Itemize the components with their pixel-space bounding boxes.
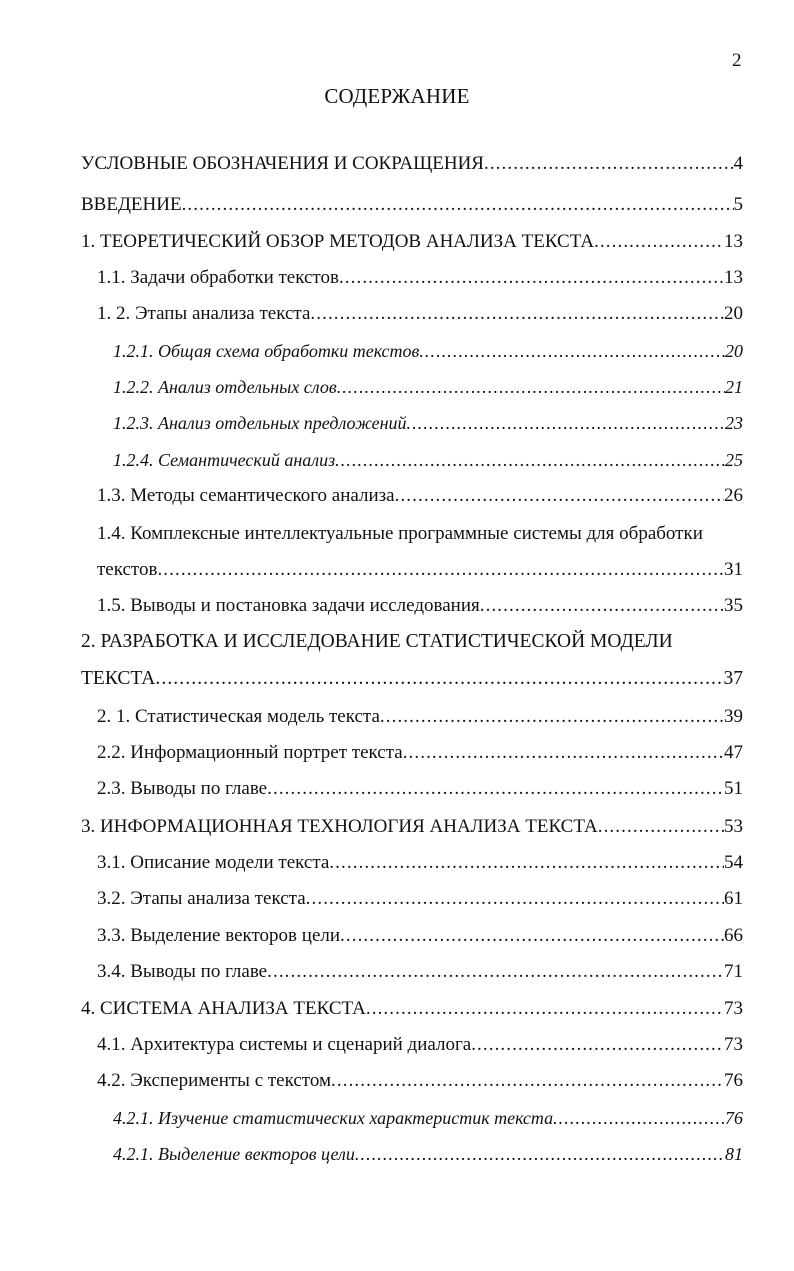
toc-entry-section-3-2[interactable] <box>97 887 743 911</box>
toc-entry-label: 1.1. Задачи обработки текстов <box>97 267 339 288</box>
toc-entry-label: 1.2.1. Общая схема обработки текстов <box>113 341 420 361</box>
toc-entry-page: 4 <box>733 153 743 174</box>
toc-entry-page: 61 <box>724 888 743 909</box>
toc-entry-page: 5 <box>733 194 743 215</box>
toc-entry-label: 2.3. Выводы по главе <box>97 778 268 799</box>
toc-entry-label: 1.2.2. Анализ отдельных слов <box>113 377 337 397</box>
toc-entry-chapter-1[interactable] <box>81 230 743 254</box>
toc-entry-subsection-1-2-3[interactable] <box>113 411 743 435</box>
toc-entry-label: 1.2.4. Семантический анализ <box>113 450 336 470</box>
toc-entry-label: 4. СИСТЕМА АНАЛИЗА ТЕКСТА <box>81 998 366 1019</box>
toc-entry-page: 39 <box>724 706 743 727</box>
toc-entry-section-4-1[interactable] <box>97 1033 743 1057</box>
dot-leader <box>267 777 724 801</box>
toc-entry-page: 20 <box>724 303 743 324</box>
toc-entry-section-1-1[interactable] <box>97 266 743 290</box>
toc-entry-subsection-1-2-4[interactable] <box>113 448 743 472</box>
toc-entry-section-3-1[interactable] <box>97 851 743 875</box>
dot-leader <box>471 1033 724 1057</box>
toc-entry-label: 1.3. Методы семантического анализа <box>97 485 395 506</box>
dot-leader <box>306 887 724 911</box>
dot-leader <box>337 375 725 399</box>
toc-entry-section-1-3[interactable] <box>97 484 743 508</box>
dot-leader <box>340 924 724 948</box>
toc-entry-label: 3. ИНФОРМАЦИОННАЯ ТЕХНОЛОГИЯ АНАЛИЗА ТЕКСТА <box>81 816 598 837</box>
toc-entry-page: 21 <box>725 377 743 397</box>
toc-entry-page: 31 <box>724 559 743 580</box>
dot-leader <box>484 152 734 176</box>
toc-entry-chapter-2[interactable] <box>81 667 743 691</box>
toc-entry-label: 1.2.3. Анализ отдельных предложений <box>113 413 407 433</box>
toc-entry-label: 3.1. Описание модели текста <box>97 852 330 873</box>
dot-leader <box>598 815 724 839</box>
dot-leader <box>380 705 724 729</box>
dot-leader <box>157 558 724 582</box>
toc-entry-chapter-4[interactable] <box>81 997 743 1021</box>
dot-leader <box>403 741 724 765</box>
toc-entry-section-3-3[interactable] <box>97 924 743 948</box>
toc-entry-label: УСЛОВНЫЕ ОБОЗНАЧЕНИЯ И СОКРАЩЕНИЯ <box>81 153 484 174</box>
dot-leader <box>407 411 725 435</box>
dot-leader <box>335 448 725 472</box>
toc-entry-label: 1. ТЕОРЕТИЧЕСКИЙ ОБЗОР МЕТОДОВ АНАЛИЗА ТЕКСТА <box>81 231 595 252</box>
toc-entry-page: 51 <box>724 778 743 799</box>
toc-entry-page: 54 <box>724 852 743 873</box>
toc-entry-section-2-2[interactable] <box>97 741 743 765</box>
toc-entry-label: 4.2.1. Изучение статистических характеристик текста <box>113 1108 554 1128</box>
toc-entry-page: 25 <box>725 450 743 470</box>
toc-entry-subsection-1-2-1[interactable] <box>113 339 743 363</box>
dot-leader <box>419 339 725 363</box>
toc-entry-label: 3.2. Этапы анализа текста <box>97 888 306 909</box>
page-title: СОДЕРЖАНИЕ <box>324 84 470 108</box>
toc-entry-page: 37 <box>723 668 743 689</box>
toc-entry-page: 76 <box>724 1070 743 1091</box>
toc-entry-label: ВВЕДЕНИЕ <box>81 194 182 215</box>
toc-entry-page: 81 <box>725 1144 743 1164</box>
toc-entry-label: 2.2. Информационный портрет текста <box>97 742 403 763</box>
toc-entry-subsection-4-2-1b[interactable] <box>113 1142 743 1166</box>
toc-entry-introduction[interactable] <box>81 193 743 217</box>
toc-entry-section-2-3[interactable] <box>97 777 743 801</box>
toc-entry-page: 23 <box>725 413 743 433</box>
toc-entry-label: 3.3. Выделение векторов цели <box>97 925 341 946</box>
toc-entry-chapter-2-line1[interactable]: 2. РАЗРАБОТКА И ИССЛЕДОВАНИЕ СТАТИСТИЧЕСКОЙ МОДЕЛИ <box>81 631 673 652</box>
toc-entry-section-1-2[interactable] <box>97 302 743 326</box>
toc-entry-page: 47 <box>724 742 743 763</box>
toc-entry-label: 3.4. Выводы по главе <box>97 961 268 982</box>
toc-entry-section-1-4[interactable] <box>97 558 743 582</box>
toc-entry-label: 1. 2. Этапы анализа текста <box>97 303 311 324</box>
dot-leader <box>355 1142 725 1166</box>
toc-entry-label: 4.2.1. Выделение векторов цели <box>113 1144 355 1164</box>
dot-leader <box>594 230 724 254</box>
toc-entry-page: 73 <box>724 998 743 1019</box>
toc-entry-abbreviations[interactable] <box>81 152 743 176</box>
toc-entry-page: 35 <box>724 595 743 616</box>
dot-leader <box>310 302 724 326</box>
toc-entry-section-4-2[interactable] <box>97 1069 743 1093</box>
toc-entry-label: 1.5. Выводы и постановка задачи исследования <box>97 595 480 616</box>
toc-entry-subsection-1-2-2[interactable] <box>113 375 743 399</box>
toc-entry-page: 13 <box>724 267 743 288</box>
toc-entry-section-3-4[interactable] <box>97 960 743 984</box>
dot-leader <box>329 851 724 875</box>
toc-entry-page: 26 <box>724 485 743 506</box>
dot-leader <box>366 997 724 1021</box>
dot-leader <box>480 594 724 618</box>
toc-entry-page: 20 <box>725 341 743 361</box>
toc-entry-section-2-1[interactable] <box>97 705 743 729</box>
toc-entry-page: 13 <box>724 231 743 252</box>
toc-entry-subsection-4-2-1[interactable] <box>113 1106 743 1130</box>
toc-entry-chapter-3[interactable] <box>81 815 743 839</box>
dot-leader <box>155 667 723 691</box>
dot-leader <box>267 960 724 984</box>
toc-entry-page: 53 <box>724 816 743 837</box>
dot-leader <box>339 266 724 290</box>
dot-leader <box>553 1106 725 1130</box>
page-number: 2 <box>732 50 742 71</box>
toc-entry-label: 4.1. Архитектура системы и сценарий диалога <box>97 1034 472 1055</box>
dot-leader <box>182 193 734 217</box>
toc-entry-label: текстов <box>97 559 158 580</box>
toc-entry-page: 66 <box>724 925 743 946</box>
toc-entry-label: 2. 1. Статистическая модель текста <box>97 706 380 727</box>
toc-entry-page: 76 <box>725 1108 743 1128</box>
toc-entry-label: 4.2. Эксперименты с текстом <box>97 1070 332 1091</box>
toc-entry-section-1-5[interactable] <box>97 594 743 618</box>
toc-entry-page: 71 <box>724 961 743 982</box>
dot-leader <box>395 484 724 508</box>
toc-entry-page: 73 <box>724 1034 743 1055</box>
toc-entry-label: ТЕКСТА <box>81 668 156 689</box>
dot-leader <box>331 1069 724 1093</box>
toc-entry-section-1-4-line1[interactable]: 1.4. Комплексные интеллектуальные программные системы для обработки <box>97 523 703 544</box>
